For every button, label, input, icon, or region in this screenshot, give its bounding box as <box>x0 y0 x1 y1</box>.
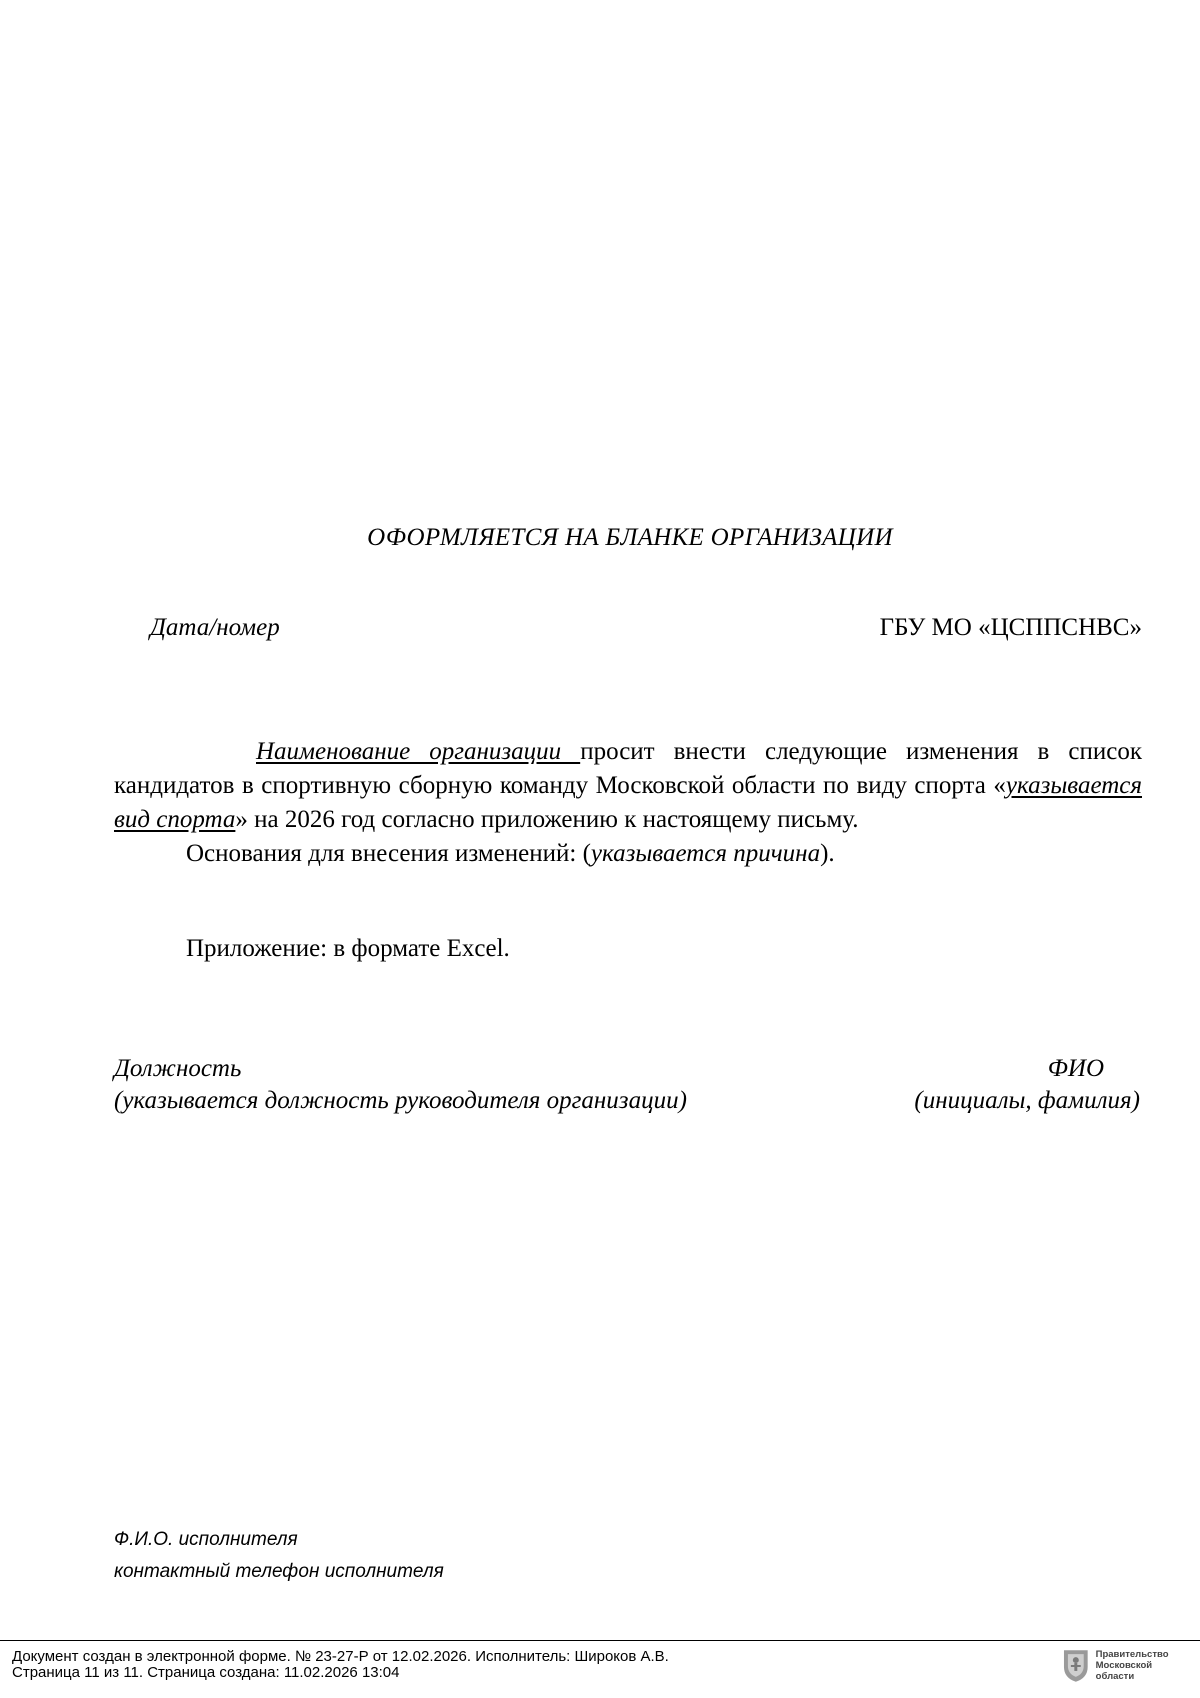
signature-position-block <box>114 1053 687 1117</box>
request-text-b: » на 2026 год согласно приложению к настоящему письму. <box>235 806 859 833</box>
position-label: Должность <box>114 1055 242 1082</box>
executor-phone: контактный телефон исполнителя <box>114 1561 444 1582</box>
addressee: ГБУ МО «ЦСППСНВС» <box>879 614 1142 641</box>
position-hint: (указывается должность руководителя организации) <box>114 1087 687 1114</box>
reason-text-b: ). <box>820 840 835 867</box>
letter-body <box>114 735 1142 871</box>
sport-placeholder: указывается вид спорта <box>114 772 1142 833</box>
executor-block <box>114 1524 444 1588</box>
reason-paragraph <box>114 837 1142 871</box>
footer-line-2: Страница 11 из 11. Страница создана: 11.02.2026 13:04 <box>12 1664 400 1681</box>
document-heading: ОФОРМЛЯЕТСЯ НА БЛАНКЕ ОРГАНИЗАЦИИ <box>367 524 893 551</box>
logo-caption <box>1096 1649 1192 1682</box>
executor-name: Ф.И.О. исполнителя <box>114 1529 298 1550</box>
logo-line-1: Правительство <box>1095 1648 1169 1660</box>
attachment-note: Приложение: в формате Excel. <box>186 935 510 962</box>
coat-of-arms-icon <box>1062 1647 1090 1683</box>
org-name-placeholder: Наименование организации <box>256 738 581 765</box>
reason-placeholder: указывается причина <box>590 840 821 867</box>
reason-text-a: Основания для внесения изменений: ( <box>186 840 591 867</box>
footer-line-1: Документ создан в электронной форме. № 23-27-Р от 12.02.2026. Исполнитель: Широков А.В. <box>12 1648 669 1665</box>
government-logo <box>1062 1645 1192 1685</box>
request-text-a: просит внести следующие изменения в список кандидатов в спортивную сборную команду Московской области по виду спорта « <box>114 738 1142 799</box>
fio-label: ФИО <box>1047 1055 1104 1082</box>
signature-fio-block <box>914 1053 1140 1117</box>
footer-stamp <box>12 1649 669 1681</box>
footer-divider <box>0 1640 1200 1641</box>
fio-hint: (инициалы, фамилия) <box>914 1087 1140 1114</box>
logo-line-2: Московской области <box>1095 1659 1153 1682</box>
request-paragraph <box>114 735 1142 837</box>
date-number-label: Дата/номер <box>150 614 280 641</box>
